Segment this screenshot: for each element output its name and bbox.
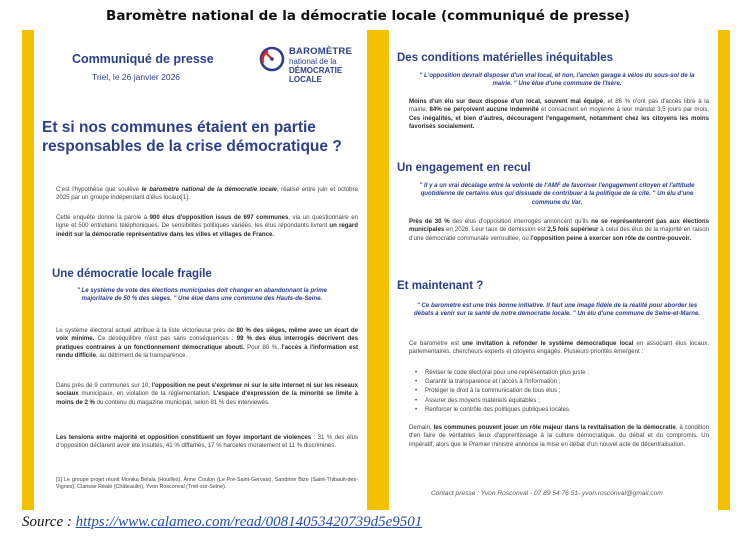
- gauge-icon: [259, 46, 285, 72]
- list-item: • Renforcer le contrôle des politiques publiques locales.: [415, 405, 705, 414]
- right-page: [389, 30, 718, 510]
- section-title-fragile: Une démocratie locale fragile: [52, 268, 212, 280]
- section-title-conditions: Des conditions matérielles inéquitables: [397, 52, 614, 64]
- headline: Et si nos communes étaient en partie responsables de la crise démocratique ?: [42, 119, 342, 155]
- yellow-border-right: [718, 30, 730, 510]
- quote-fragile: " Le système de vote des élections municipales doit changer en abandonnant la prime majoritaire de 50 % des sièges. " Une élue dans une commune des Hauts-de-Seine.: [76, 287, 328, 303]
- quote-engagement: " Il y a un vrai décalage entre la volonté de l'AMF de favoriser l'engagement citoyen et l'attitude quotidienne de certains élus qui dissuade de contribuer à la politique de la cité. " Un élu d'une commune du Var.: [419, 182, 695, 206]
- logo-line-1: BAROMÈTRE: [289, 46, 353, 57]
- logo-line-2: national de la: [289, 57, 337, 66]
- fragile-paragraph-1: Le système électoral actuel attribue à la liste victorieuse près de 80 % des sièges, même avec un écart de voix minime. Ce déséquilibre n'est pas sans conséquences : 99 % des élus interrogés décrivent des pratiques contraires à un fonctionnement démocratique abouti. Pour 80 %, l'accès à l'information est rendu difficile, au détriment de la transparence.: [56, 327, 358, 360]
- engagement-paragraph: Près de 30 % des élus d'opposition interrogés annoncent qu'ils ne se représenteront pas aux élections municipales en 2026. Leur taux de démission est 2,5 fois supérieur à celui des élus de la majorité en raison d'une démocratie communale verrouillée, où l'opposition peine à exercer son rôle de contre-pouvoir.: [409, 218, 710, 242]
- list-item: • Garantir la transparence et l'accès à l'information ;: [415, 377, 705, 386]
- intro-paragraph-1: C'est l'hypothèse que soulève le baromètre national de la démocratie locale, réalisé entre juin et octobre 2025 par un groupe indépendant d'élus locaux[1].: [56, 186, 358, 202]
- source-link[interactable]: https://www.calameo.com/read/00814053420739d5e9501: [75, 514, 423, 530]
- yellow-border-left: [22, 30, 34, 510]
- release-date: Triel, le 26 janvier 2026: [92, 72, 181, 82]
- list-item: • Protéger le droit à la communication de tous élus ;: [415, 386, 705, 395]
- logo-line-3: DÉMOCRATIE LOCALE: [289, 66, 343, 84]
- fragile-paragraph-3: Les tensions entre majorité et opposition constituent un foyer important de violences : 31 % des élus d'opposition déclarent avoir été insultés, 41 % diffamés, 17 % harcelés moralement et 11 % discriminés.: [56, 434, 359, 450]
- press-contact: Contact presse : Yvon Rosconval - 07 89 54 76 51- yvon.rosconval@gmail.com: [431, 490, 663, 497]
- conditions-paragraph: Moins d'un élu sur deux dispose d'un local, souvent mal équipé, et 86 % n'ont pas d'accès libre à la mairie. 84% ne perçoivent aucune indemnité et consacrent en moyenne à leur mandat 3,5 jours par mois. Ces inégalités, et bien d'autres, découragent l'engagement, notamment chez les citoyens les moins favorisés socialement.: [409, 98, 709, 131]
- yellow-border-middle: [367, 30, 389, 510]
- maintenant-paragraph-2: Demain, les communes pouvent jouer un rôle majeur dans la revitalisation de la démocratie, à condition d'en faire de véritables lieux d'apprentissage à la culture démocratique, du débat et du compromis. Un impératif, alors que le Premier ministre annonce la mise en débat d'un nouvel acte de décentralisation.: [409, 424, 709, 448]
- source-citation: [22, 514, 422, 531]
- list-item: • Assurer des moyens matériels équitables ;: [415, 396, 705, 405]
- priorities-list: [415, 368, 705, 414]
- left-page: [34, 30, 367, 510]
- fragile-paragraph-2: Dans près de 9 communes sur 10, l'opposition ne peut s'exprimer ni sur le site internet ni sur les réseaux sociaux municipaux, en violation de la réglementation. L'espace d'expression de la minorité se limite à moins de 2 % du contenu du magazine municipal, selon 81 % des interviewés.: [56, 382, 358, 406]
- quote-conditions: " L'opposition devrait disposer d'un vrai local, et non, l'ancien garage à vélos du sous-sol de la mairie. " Une élue d'une commune de l'Isère.: [419, 72, 695, 88]
- maintenant-paragraph-1: Ce baromètre est une invitation à refonder le système démocratique local en associant élus locaux, parlementaires, chercheurs experts et citoyens engagés. Plusieurs priorités émergent :: [409, 340, 709, 356]
- footnote: [1] Le groupe projet réunit Monika Belala (Houilles), Anne Coulon (Le Pré-Saint-Gervais), Sandrine Bize (Saint-Thibault-des-Vignes), Clarisse Réalé (Châteaulin), Yvon Rosconval (Triel-sur-Seine).: [56, 477, 358, 491]
- page-title: Baromètre national de la démocratie locale (communiqué de presse): [106, 8, 630, 24]
- list-item: • Réviser le code électoral pour une représentation plus juste ;: [415, 368, 705, 377]
- source-label: Source :: [22, 514, 76, 530]
- press-release-label: Communiqué de presse: [72, 52, 214, 66]
- intro-paragraph-2: Cette enquête donne la parole à 900 élus d'opposition issus de 697 communes, via un questionnaire en ligne et 500 entretiens téléphoniques. De sensibilités politiques variées, les élus répondants livrent un regard inédit sur la démocratie représentative dans les villes et villages de France.: [56, 214, 358, 238]
- section-title-engagement: Un engagement en recul: [397, 162, 531, 174]
- press-release-document: [22, 30, 730, 510]
- quote-maintenant: " Ce baromètre est une très bonne initiative. Il faut une image fidèle de la réalité pour aborder les débats à venir sur la santé de notre démocratie locale. " Un élu d'une commune de Seine-et-Marne.: [413, 302, 701, 318]
- section-title-maintenant: Et maintenant ?: [397, 280, 484, 292]
- barometre-logo: [259, 44, 369, 84]
